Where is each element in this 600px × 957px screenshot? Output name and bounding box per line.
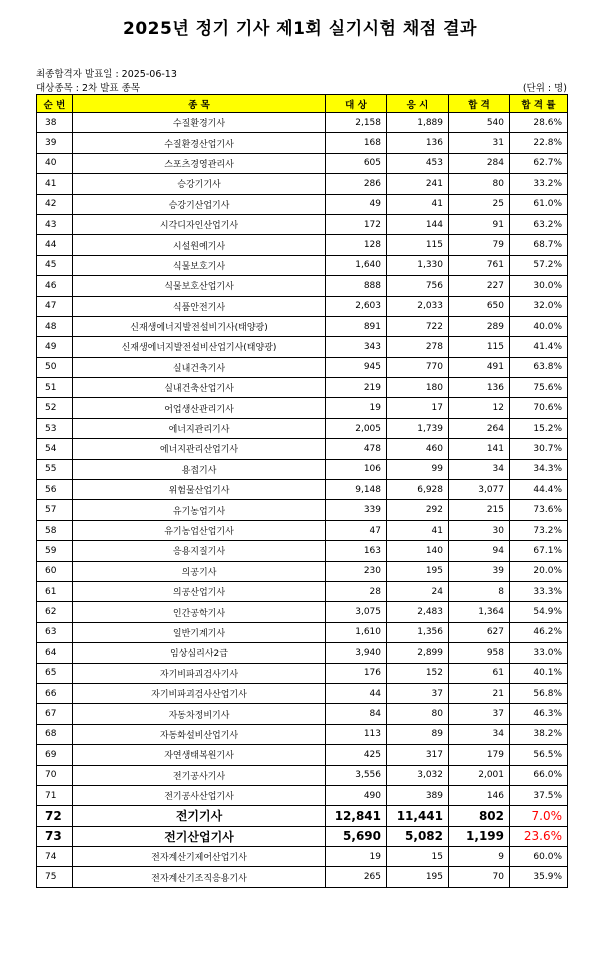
pass-rate: 38.2%	[510, 724, 568, 744]
table-row	[37, 643, 568, 663]
passed-count: 3,077	[449, 480, 510, 500]
table-row	[37, 357, 568, 377]
table-row	[37, 337, 568, 357]
passed-count: 21	[449, 683, 510, 703]
subject-name: 유기농업기사	[73, 500, 326, 520]
target-count: 163	[326, 541, 387, 561]
pass-rate: 33.0%	[510, 643, 568, 663]
applied-count: 1,356	[387, 622, 449, 642]
table-row	[37, 316, 568, 336]
subject-name: 유기농업산업기사	[73, 520, 326, 540]
table-row	[37, 214, 568, 234]
pass-rate: 61.0%	[510, 194, 568, 214]
applied-count: 453	[387, 153, 449, 173]
table-row	[37, 439, 568, 459]
row-no: 67	[37, 704, 73, 724]
row-no: 63	[37, 622, 73, 642]
pass-rate: 66.0%	[510, 765, 568, 785]
applied-count: 99	[387, 459, 449, 479]
subject-name: 위험물산업기사	[73, 480, 326, 500]
target-count: 3,556	[326, 765, 387, 785]
table-row	[37, 194, 568, 214]
subject-name: 어업생산관리기사	[73, 398, 326, 418]
table-row	[37, 276, 568, 296]
passed-count: 9	[449, 847, 510, 867]
target-count: 168	[326, 133, 387, 153]
row-no: 41	[37, 174, 73, 194]
subject-name: 자연생태복원기사	[73, 745, 326, 765]
subject-name: 일반기계기사	[73, 622, 326, 642]
target-count: 265	[326, 867, 387, 887]
row-no: 58	[37, 520, 73, 540]
passed-count: 79	[449, 235, 510, 255]
applied-count: 195	[387, 867, 449, 887]
row-no: 56	[37, 480, 73, 500]
target-count: 44	[326, 683, 387, 703]
applied-count: 17	[387, 398, 449, 418]
header-applied: 응 시	[387, 95, 449, 113]
table-row	[37, 765, 568, 785]
pass-rate: 75.6%	[510, 378, 568, 398]
table-row	[37, 847, 568, 867]
passed-count: 94	[449, 541, 510, 561]
header-passed: 합 격	[449, 95, 510, 113]
subject-name: 용접기사	[73, 459, 326, 479]
subject-name: 전기공사기사	[73, 765, 326, 785]
table-row	[37, 235, 568, 255]
row-no: 74	[37, 847, 73, 867]
passed-count: 136	[449, 378, 510, 398]
row-no: 42	[37, 194, 73, 214]
row-no: 72	[37, 806, 73, 826]
passed-count: 61	[449, 663, 510, 683]
header-no: 순 번	[37, 95, 73, 113]
subject-name: 실내건축기사	[73, 357, 326, 377]
target-count: 425	[326, 745, 387, 765]
target-count: 3,075	[326, 602, 387, 622]
pass-rate: 67.1%	[510, 541, 568, 561]
row-no: 73	[37, 826, 73, 846]
page-title: 2025년 정기 기사 제1회 실기시험 채점 결과	[123, 19, 477, 39]
table-row	[37, 867, 568, 887]
passed-count: 215	[449, 500, 510, 520]
passed-count: 2,001	[449, 765, 510, 785]
subject-name: 임상심리사2급	[73, 643, 326, 663]
passed-count: 1,199	[449, 826, 510, 846]
target-count: 219	[326, 378, 387, 398]
results-table	[36, 94, 568, 888]
target-count: 339	[326, 500, 387, 520]
applied-count: 278	[387, 337, 449, 357]
passed-count: 70	[449, 867, 510, 887]
table-row	[37, 520, 568, 540]
passed-count: 761	[449, 255, 510, 275]
header-target: 대 상	[326, 95, 387, 113]
row-no: 69	[37, 745, 73, 765]
passed-count: 491	[449, 357, 510, 377]
applied-count: 722	[387, 316, 449, 336]
subject-name: 승강기기사	[73, 174, 326, 194]
row-no: 59	[37, 541, 73, 561]
passed-count: 30	[449, 520, 510, 540]
applied-count: 1,330	[387, 255, 449, 275]
applied-count: 41	[387, 194, 449, 214]
table-row	[37, 480, 568, 500]
subject-name: 승강기산업기사	[73, 194, 326, 214]
table-row	[37, 378, 568, 398]
table-row	[37, 500, 568, 520]
table-row	[37, 745, 568, 765]
target-count: 106	[326, 459, 387, 479]
target-count: 478	[326, 439, 387, 459]
pass-rate: 44.4%	[510, 480, 568, 500]
table-row	[37, 113, 568, 133]
subject-name: 자기비파괴검사기사	[73, 663, 326, 683]
announce-date: 최종합격자 발표일 : 2025-06-13	[36, 69, 177, 80]
pass-rate: 46.2%	[510, 622, 568, 642]
passed-count: 146	[449, 785, 510, 805]
subject-name: 자기비파괴검사산업기사	[73, 683, 326, 703]
pass-rate: 57.2%	[510, 255, 568, 275]
applied-count: 115	[387, 235, 449, 255]
applied-count: 2,899	[387, 643, 449, 663]
passed-count: 12	[449, 398, 510, 418]
subject-name: 식물보호기사	[73, 255, 326, 275]
pass-rate: 40.1%	[510, 663, 568, 683]
target-count: 286	[326, 174, 387, 194]
passed-count: 179	[449, 745, 510, 765]
pass-rate: 30.0%	[510, 276, 568, 296]
subject-name: 식품안전기사	[73, 296, 326, 316]
header-subject: 종 목	[73, 95, 326, 113]
applied-count: 1,739	[387, 418, 449, 438]
passed-count: 1,364	[449, 602, 510, 622]
pass-rate: 63.2%	[510, 214, 568, 234]
table-row	[37, 133, 568, 153]
row-no: 43	[37, 214, 73, 234]
subject-name: 실내건축산업기사	[73, 378, 326, 398]
row-no: 55	[37, 459, 73, 479]
pass-rate: 56.5%	[510, 745, 568, 765]
applied-count: 5,082	[387, 826, 449, 846]
target-count: 47	[326, 520, 387, 540]
applied-count: 15	[387, 847, 449, 867]
passed-count: 627	[449, 622, 510, 642]
pass-rate: 35.9%	[510, 867, 568, 887]
subject-name: 인간공학기사	[73, 602, 326, 622]
subject-name: 에너지관리기사	[73, 418, 326, 438]
subject-name: 에너지관리산업기사	[73, 439, 326, 459]
table-row	[37, 785, 568, 805]
pass-rate: 60.0%	[510, 847, 568, 867]
pass-rate: 68.7%	[510, 235, 568, 255]
table-row	[37, 622, 568, 642]
table-row	[37, 398, 568, 418]
applied-count: 2,483	[387, 602, 449, 622]
target-count: 19	[326, 847, 387, 867]
target-count: 2,158	[326, 113, 387, 133]
table-row	[37, 663, 568, 683]
target-count: 176	[326, 663, 387, 683]
subject-name: 전기공사산업기사	[73, 785, 326, 805]
applied-count: 80	[387, 704, 449, 724]
row-no: 44	[37, 235, 73, 255]
header-pass-rate: 합 격 률	[510, 95, 568, 113]
passed-count: 264	[449, 418, 510, 438]
target-count: 3,940	[326, 643, 387, 663]
passed-count: 37	[449, 704, 510, 724]
pass-rate: 70.6%	[510, 398, 568, 418]
table-header-row	[37, 95, 568, 113]
pass-rate: 33.3%	[510, 581, 568, 601]
applied-count: 292	[387, 500, 449, 520]
passed-count: 34	[449, 724, 510, 744]
pass-rate: 54.9%	[510, 602, 568, 622]
applied-count: 24	[387, 581, 449, 601]
pass-rate: 41.4%	[510, 337, 568, 357]
target-count: 1,640	[326, 255, 387, 275]
table-row	[37, 255, 568, 275]
applied-count: 152	[387, 663, 449, 683]
table-row	[37, 561, 568, 581]
applied-count: 3,032	[387, 765, 449, 785]
applied-count: 144	[387, 214, 449, 234]
passed-count: 540	[449, 113, 510, 133]
row-no: 60	[37, 561, 73, 581]
row-no: 53	[37, 418, 73, 438]
target-count: 172	[326, 214, 387, 234]
passed-count: 284	[449, 153, 510, 173]
passed-count: 227	[449, 276, 510, 296]
subject-name: 의공기사	[73, 561, 326, 581]
table-row	[37, 174, 568, 194]
pass-rate: 37.5%	[510, 785, 568, 805]
pass-rate: 73.2%	[510, 520, 568, 540]
target-count: 19	[326, 398, 387, 418]
passed-count: 802	[449, 806, 510, 826]
pass-rate: 22.8%	[510, 133, 568, 153]
applied-count: 140	[387, 541, 449, 561]
row-no: 39	[37, 133, 73, 153]
row-no: 45	[37, 255, 73, 275]
table-row	[37, 806, 568, 826]
subject-name: 전자계산기조직응용기사	[73, 867, 326, 887]
subject-name: 식물보호산업기사	[73, 276, 326, 296]
row-no: 57	[37, 500, 73, 520]
subject-name: 스포츠경영관리사	[73, 153, 326, 173]
pass-rate: 46.3%	[510, 704, 568, 724]
table-row	[37, 581, 568, 601]
row-no: 71	[37, 785, 73, 805]
passed-count: 141	[449, 439, 510, 459]
subject-name: 신재생에너지발전설비산업기사(태양광)	[73, 337, 326, 357]
table-row	[37, 724, 568, 744]
passed-count: 80	[449, 174, 510, 194]
pass-rate: 56.8%	[510, 683, 568, 703]
row-no: 66	[37, 683, 73, 703]
subject-name: 신재생에너지발전설비기사(태양광)	[73, 316, 326, 336]
row-no: 47	[37, 296, 73, 316]
table-row	[37, 826, 568, 846]
row-no: 46	[37, 276, 73, 296]
passed-count: 39	[449, 561, 510, 581]
target-count: 343	[326, 337, 387, 357]
table-row	[37, 153, 568, 173]
subject-name: 자동화설비산업기사	[73, 724, 326, 744]
target-count: 128	[326, 235, 387, 255]
applied-count: 241	[387, 174, 449, 194]
table-row	[37, 418, 568, 438]
target-count: 5,690	[326, 826, 387, 846]
subject-name: 수질환경산업기사	[73, 133, 326, 153]
passed-count: 31	[449, 133, 510, 153]
row-no: 64	[37, 643, 73, 663]
pass-rate: 20.0%	[510, 561, 568, 581]
subject-name: 전기기사	[73, 806, 326, 826]
applied-count: 195	[387, 561, 449, 581]
applied-count: 1,889	[387, 113, 449, 133]
target-count: 49	[326, 194, 387, 214]
subject-name: 전자계산기제어산업기사	[73, 847, 326, 867]
row-no: 70	[37, 765, 73, 785]
target-count: 2,603	[326, 296, 387, 316]
applied-count: 180	[387, 378, 449, 398]
row-no: 48	[37, 316, 73, 336]
row-no: 38	[37, 113, 73, 133]
row-no: 49	[37, 337, 73, 357]
row-no: 51	[37, 378, 73, 398]
subject-name: 수질환경기사	[73, 113, 326, 133]
passed-count: 958	[449, 643, 510, 663]
subject-name: 응용지질기사	[73, 541, 326, 561]
applied-count: 770	[387, 357, 449, 377]
passed-count: 115	[449, 337, 510, 357]
applied-count: 2,033	[387, 296, 449, 316]
subject-name: 시설원예기사	[73, 235, 326, 255]
applied-count: 41	[387, 520, 449, 540]
row-no: 68	[37, 724, 73, 744]
pass-rate: 34.3%	[510, 459, 568, 479]
applied-count: 460	[387, 439, 449, 459]
row-no: 75	[37, 867, 73, 887]
row-no: 62	[37, 602, 73, 622]
target-count: 84	[326, 704, 387, 724]
applied-count: 89	[387, 724, 449, 744]
applied-count: 136	[387, 133, 449, 153]
unit-label: (단위 : 명)	[522, 83, 567, 94]
passed-count: 91	[449, 214, 510, 234]
applied-count: 389	[387, 785, 449, 805]
applied-count: 6,928	[387, 480, 449, 500]
applied-count: 11,441	[387, 806, 449, 826]
subject-name: 전기산업기사	[73, 826, 326, 846]
target-count: 490	[326, 785, 387, 805]
row-no: 50	[37, 357, 73, 377]
pass-rate: 7.0%	[510, 806, 568, 826]
pass-rate: 63.8%	[510, 357, 568, 377]
subject-name: 자동차정비기사	[73, 704, 326, 724]
pass-rate: 30.7%	[510, 439, 568, 459]
target-count: 891	[326, 316, 387, 336]
target-count: 230	[326, 561, 387, 581]
target-count: 1,610	[326, 622, 387, 642]
pass-rate: 15.2%	[510, 418, 568, 438]
target-category: 대상종목 : 2차 발표 종목	[36, 83, 140, 94]
passed-count: 34	[449, 459, 510, 479]
row-no: 40	[37, 153, 73, 173]
applied-count: 317	[387, 745, 449, 765]
target-count: 12,841	[326, 806, 387, 826]
applied-count: 756	[387, 276, 449, 296]
pass-rate: 28.6%	[510, 113, 568, 133]
pass-rate: 62.7%	[510, 153, 568, 173]
row-no: 52	[37, 398, 73, 418]
table-row	[37, 541, 568, 561]
target-count: 9,148	[326, 480, 387, 500]
target-count: 28	[326, 581, 387, 601]
passed-count: 25	[449, 194, 510, 214]
pass-rate: 32.0%	[510, 296, 568, 316]
target-count: 113	[326, 724, 387, 744]
table-row	[37, 602, 568, 622]
pass-rate: 73.6%	[510, 500, 568, 520]
table-row	[37, 459, 568, 479]
passed-count: 650	[449, 296, 510, 316]
target-count: 605	[326, 153, 387, 173]
table-row	[37, 296, 568, 316]
table-row	[37, 683, 568, 703]
passed-count: 8	[449, 581, 510, 601]
pass-rate: 40.0%	[510, 316, 568, 336]
subject-name: 시각디자인산업기사	[73, 214, 326, 234]
target-count: 945	[326, 357, 387, 377]
row-no: 61	[37, 581, 73, 601]
row-no: 54	[37, 439, 73, 459]
target-count: 2,005	[326, 418, 387, 438]
pass-rate: 23.6%	[510, 826, 568, 846]
target-count: 888	[326, 276, 387, 296]
applied-count: 37	[387, 683, 449, 703]
passed-count: 289	[449, 316, 510, 336]
subject-name: 의공산업기사	[73, 581, 326, 601]
table-row	[37, 704, 568, 724]
pass-rate: 33.2%	[510, 174, 568, 194]
row-no: 65	[37, 663, 73, 683]
